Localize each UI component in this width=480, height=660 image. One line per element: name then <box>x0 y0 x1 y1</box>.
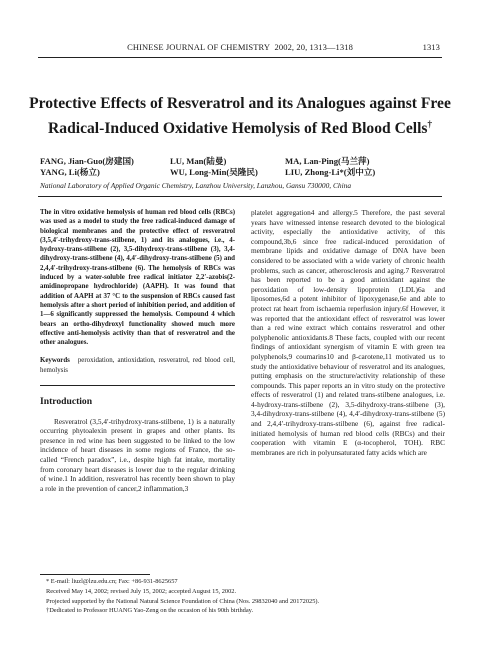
footnote-funding: Projected supported by the National Natural Science Foundation of China (Nos. 29832040 and 20172025). <box>46 597 320 605</box>
title-dagger: † <box>427 119 432 129</box>
page-number: 1313 <box>422 42 440 52</box>
author-yang: YANG, Li(杨立) <box>40 167 100 177</box>
keywords-label: Keywords <box>40 357 70 365</box>
keywords <box>40 356 235 375</box>
affiliation-rule <box>38 196 442 197</box>
running-header <box>0 42 480 54</box>
intro-paragraph-left: Resveratrol (3,5,4′-trihydroxy-trans-stilbene, 1) is a naturally occurring phytoalexin present in grapes and other plants. Its presence in red wine has been suggested to be linked to the low incidence of heart diseases in some regions of France, the so-called “French paradox”, i.e., despite high fat intake, mortality from coronary heart diseases is lower due to the regular drinking of wine.1 In addition, resveratrol has recently been shown to play a role in the prevention of cancer,2 inflammation,3 <box>40 416 235 493</box>
author-wu: WU, Long-Min(吴隆民) <box>170 167 258 177</box>
footnote-received: Received May 14, 2002; revised July 15, 2002; accepted August 15, 2002. <box>46 587 237 595</box>
footnote-dedication: †Dedicated to Professor HUANG Yao-Zeng on the occasion of his 90th birthday. <box>46 607 254 615</box>
footnote-rule <box>40 574 150 575</box>
author-ma: MA, Lan-Ping(马兰萍) <box>285 156 370 166</box>
paper-title <box>24 94 456 139</box>
keywords-text: peroxidation, antioxidation, resveratrol, red blood cell, hemolysis <box>40 357 235 374</box>
section-heading-introduction: Introduction <box>40 396 93 408</box>
author-fang: FANG, Jian-Guo(房建国) <box>40 156 134 166</box>
footnotes <box>40 574 450 616</box>
intro-paragraph-right: platelet aggregation4 and allergy.5 Therefore, the past several years have witnessed intense research devoted to the biological activity, especially the antioxidative activity, of this compound,3b,6 since free radical-induced peroxidation of membrane lipids and oxidative damage of DNA have been considered to be associated with a wide variety of chronic health problems, such as cancer, atherosclerosis and aging.7 Resveratrol has been reported to be a good antioxidant against the peroxidation of low-density lipoprotein (LDL)6a and liposomes,6d a potent inhibitor of lipoxygenase,6e and able to protect rat heart from ischaemia reperfusion injury.6f However, it was reported that the antioxidant effect of resveratrol was lower than a red wine extract which contains resveratrol and other polyphenolic antioxidants.8 These facts, coupled with our recent findings of antioxidant synergism of vitamin E with green tea polyphenols,9 coumarins10 and β-carotene,11 motivated us to study the antioxidative behaviour of resveratrol and its analogues, putting emphasis on the structure/activity relationship of these compounds. This paper reports an in vitro study on the protective effects of resveratrol (1) and related trans-stilbene analogues, i.e. 4-hydroxy-trans-stilbene (2), 3,5-dihydroxy-trans-stilbene (3), 3,4-dihydroxy-trans-stilbene (4), 4,4′-dihydroxy-trans-stilbene (5) and 2,4,4′-trihydroxy-trans-stilbene (6), against free radical-initiated hemolysis of human red blood cells (RBCs) and their cooperation with vitamin E (α-tocopherol, TOH). RBC membranes are rich in polyunsaturated fatty acids which are <box>251 208 445 457</box>
title-line-1: Protective Effects of Resveratrol and its Analogues against Free <box>29 95 451 112</box>
year-volume-pages: 2002, 20, 1313—1318 <box>274 42 353 52</box>
affiliation: National Laboratory of Applied Organic Chemistry, Lanzhou University, Lanzhou, Gansu 730000, China <box>40 181 352 190</box>
author-liu: LIU, Zhong-Li*(刘中立) <box>285 167 376 177</box>
abstract: The in vitro oxidative hemolysis of human red blood cells (RBCs) was used as a model to study the free radical-induced damage of biological membranes and the protective effect of resveratrol (3,5,4′-trihydroxy-trans-stilbene, 1) and its analogues, i.e., 4-hydroxy-trans-stilbene (2), 3,5-dihydroxy-trans-stilbene (3), 3,4-dihydroxy-trans-stilbene (4), 4,4′-dihydroxy-trans-stilbene (5) and 2,4,4′-trihydroxy-trans-stilbene (6). The hemolysis of RBCs was induced by a water-soluble free radical initiator 2,2′-azobis(2-amidinopropane hydrochloride) (AAPH). It was found that addition of AAPH at 37 °C to the suspension of RBCs caused fast hemolysis after a short period of inhibition period, and addition of 1—6 significantly suppressed the hemolysis. Compound 4 which bears an ortho-dihydroxyl functionality showed much more effective anti-hemolysis activity than that of resveratrol and the other analogues. <box>40 209 235 347</box>
title-line-2: Radical-Induced Oxidative Hemolysis of Red Blood Cells <box>48 120 428 138</box>
journal-name: CHINESE JOURNAL OF CHEMISTRY <box>127 42 271 52</box>
abstract-rule <box>40 385 235 386</box>
footnote-email: * E-mail: liuzl@lzu.edu.cn; Fax: +86-931-8625657 <box>46 578 178 585</box>
left-column <box>40 208 235 493</box>
right-column <box>251 208 445 457</box>
author-lu: LU, Man(陆曼) <box>170 156 227 166</box>
header-rule <box>38 57 442 58</box>
author-list <box>40 156 450 178</box>
